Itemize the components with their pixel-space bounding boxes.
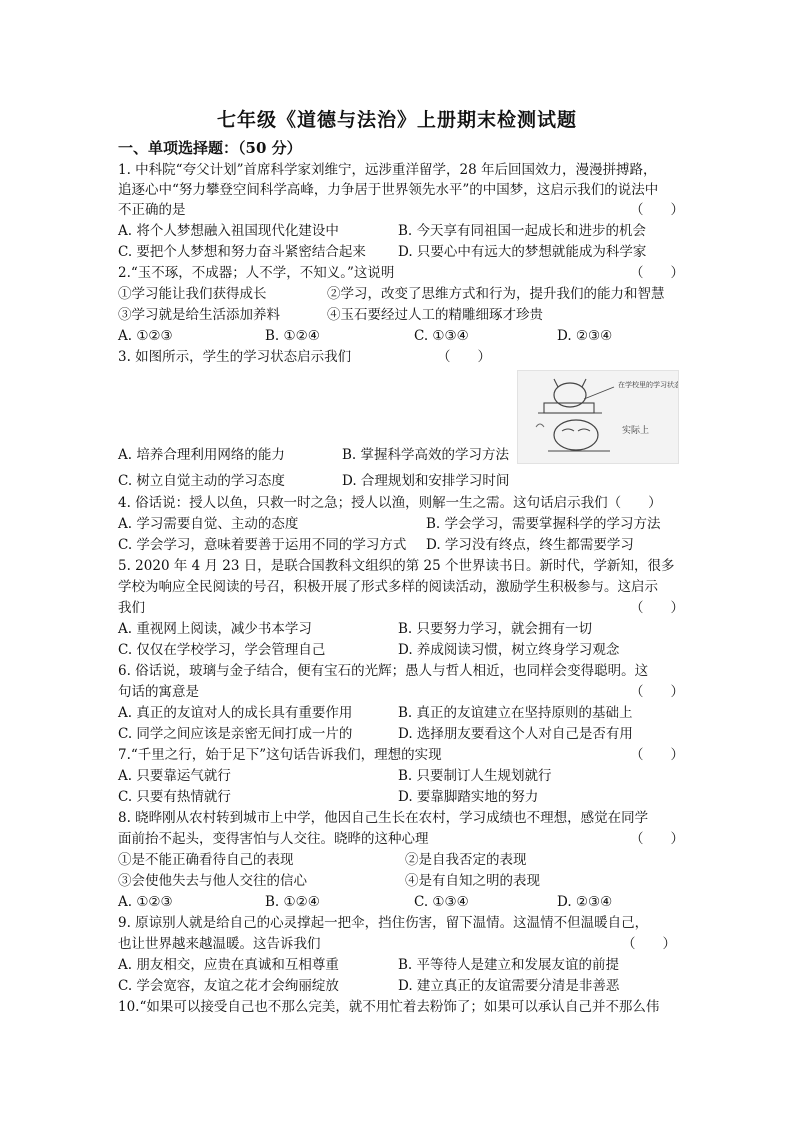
q5-line1: 5. 2020 年 4 月 23 日，是联合国教科文组织的第 25 个世界读书日。新时代，学新知，很多 xyxy=(118,558,675,574)
q6-option-a: A. 真正的友谊对人的成长具有重要作用 xyxy=(118,705,353,721)
q8-statement-1: ①是不能正确看待自己的表现 xyxy=(118,852,294,868)
q4-option-a: A. 学习需要自觉、主动的态度 xyxy=(118,516,299,532)
q1-option-d: D. 只要心中有远大的梦想就能成为科学家 xyxy=(398,244,647,260)
q9-option-d: D. 建立真正的友谊需要分清是非善恶 xyxy=(398,978,620,994)
q4-option-b: B. 学会学习，需要掌握科学的学习方法 xyxy=(426,516,661,532)
q9-line1: 9. 原谅别人就是给自己的心灵撑起一把伞，挡住伤害，留下温情。这温情不但温暖自己， xyxy=(118,915,649,931)
q5-answer-paren: （ ） xyxy=(630,600,684,616)
q5-option-d: D. 养成阅读习惯，树立终身学习观念 xyxy=(398,642,620,658)
q2-option-a: A. ①②③ xyxy=(118,328,173,344)
cartoon-illustration xyxy=(518,371,678,463)
q5-option-a: A. 重视网上阅读，减少书本学习 xyxy=(118,621,312,637)
q1-line1: 1. 中科院“夸父计划”首席科学家刘维宁，远涉重洋留学，28 年后回国效力，漫漫拼搏路， xyxy=(118,162,657,178)
q2-statement-2: ②学习，改变了思维方式和行为，提升我们的能力和智慧 xyxy=(327,286,665,302)
q2-statement-1: ①学习能让我们获得成长 xyxy=(118,286,267,302)
cartoon-caption-bottom: 实际上 xyxy=(622,426,650,436)
q2-line1: 2.“玉不琢，不成器；人不学，不知义。”这说明 xyxy=(118,265,395,281)
q1-option-b: B. 今天享有同祖国一起成长和进步的机会 xyxy=(398,223,647,239)
q3-answer-paren: （ ） xyxy=(437,349,491,365)
q9-answer-paren: （ ） xyxy=(622,936,676,952)
q8-statement-2: ②是自我否定的表现 xyxy=(405,852,527,868)
q4-line1: 4. 俗话说：授人以鱼，只救一时之急；授人以渔，则解一生之需。这句话启示我们（ ） xyxy=(118,495,662,511)
q8-statement-3: ③会使他失去与他人交往的信心 xyxy=(118,873,307,889)
q6-option-c: C. 同学之间应该是亲密无间打成一片的 xyxy=(118,726,353,742)
q8-option-b: B. ①②④ xyxy=(265,894,320,910)
q5-option-c: C. 仅仅在学校学习，学会管理自己 xyxy=(118,642,326,658)
q8-option-c: C. ①③④ xyxy=(414,894,469,910)
q1-line2: 追逐心中“努力攀登空间科学高峰，力争居于世界领先水平”的中国梦，这启示我们的说法中 xyxy=(118,182,659,198)
q6-line1: 6. 俗话说，玻璃与金子结合，便有宝石的光辉；愚人与哲人相近，也同样会变得聪明。这 xyxy=(118,663,649,679)
q7-option-a: A. 只要靠运气就行 xyxy=(118,768,231,784)
q3-option-c: C. 树立自觉主动的学习态度 xyxy=(118,473,285,489)
q1-answer-paren: （ ） xyxy=(630,202,684,218)
q3-option-d: D. 合理规划和安排学习时间 xyxy=(342,473,510,489)
q9-line2: 也让世界越来越温暖。这告诉我们 xyxy=(118,936,321,952)
q3-option-a: A. 培养合理利用网络的能力 xyxy=(118,447,285,463)
q1-option-a: A. 将个人梦想融入祖国现代化建设中 xyxy=(118,223,339,239)
q5-option-b: B. 只要努力学习，就会拥有一切 xyxy=(398,621,593,637)
section-heading: 一、单项选择题：（50 分） xyxy=(118,139,302,157)
q8-line1: 8. 晓晔刚从农村转到城市上中学，他因自己生长在农村，学习成绩也不理想，感觉在同学 xyxy=(118,810,649,826)
q7-option-d: D. 要靠脚踏实地的努力 xyxy=(398,789,539,805)
q2-answer-paren: （ ） xyxy=(630,265,684,281)
q7-line1: 7.“千里之行，始于足下”这句话告诉我们，理想的实现 xyxy=(118,747,442,763)
q5-line3: 我们 xyxy=(118,600,145,616)
study-state-cartoon xyxy=(517,370,679,464)
q9-option-c: C. 学会宽容，友谊之花才会绚丽绽放 xyxy=(118,978,339,994)
q6-answer-paren: （ ） xyxy=(630,684,684,700)
q2-statement-3: ③学习就是给生活添加养料 xyxy=(118,307,280,323)
cartoon-caption-top: 在学校里的学习状态 xyxy=(618,381,678,389)
q1-line3: 不正确的是 xyxy=(118,202,186,218)
q2-option-c: C. ①③④ xyxy=(414,328,469,344)
q8-option-a: A. ①②③ xyxy=(118,894,173,910)
q8-option-d: D. ②③④ xyxy=(557,894,613,910)
q4-option-d: D. 学习没有终点，终生都需要学习 xyxy=(426,537,634,553)
page-title: 七年级《道德与法治》上册期末检测试题 xyxy=(216,109,577,131)
q4-option-c: C. 学会学习，意味着要善于运用不同的学习方式 xyxy=(118,537,407,553)
q7-option-c: C. 只要有热情就行 xyxy=(118,789,231,805)
q8-line2: 面前抬不起头，变得害怕与人交往。晓晔的这种心理 xyxy=(118,831,429,847)
q6-option-b: B. 真正的友谊建立在坚持原则的基础上 xyxy=(398,705,633,721)
q10-line1: 10.“如果可以接受自己也不那么完美，就不用忙着去粉饰了；如果可以承认自己并不那么伟 xyxy=(118,999,660,1015)
q3-line1: 3. 如图所示，学生的学习状态启示我们 xyxy=(118,349,352,365)
q8-statement-4: ④是有自知之明的表现 xyxy=(405,873,540,889)
q2-option-d: D. ②③④ xyxy=(557,328,613,344)
q6-line2: 句话的寓意是 xyxy=(118,684,199,700)
q2-statement-4: ④玉石要经过人工的精雕细琢才珍贵 xyxy=(327,307,543,323)
q3-option-b: B. 掌握科学高效的学习方法 xyxy=(342,447,510,463)
q5-line2: 学校为响应全民阅读的号召，积极开展了形式多样的阅读活动，激励学生积极参与。这启示 xyxy=(118,579,658,595)
q2-option-b: B. ①②④ xyxy=(265,328,320,344)
q9-option-a: A. 朋友相交，应贵在真诚和互相尊重 xyxy=(118,957,339,973)
q6-option-d: D. 选择朋友要看这个人对自己是否有用 xyxy=(398,726,633,742)
q8-answer-paren: （ ） xyxy=(630,831,684,847)
q7-answer-paren: （ ） xyxy=(630,747,684,763)
q1-option-c: C. 要把个人梦想和努力奋斗紧密结合起来 xyxy=(118,244,366,260)
q9-option-b: B. 平等待人是建立和发展友谊的前提 xyxy=(398,957,620,973)
q7-option-b: B. 只要制订人生规划就行 xyxy=(398,768,552,784)
